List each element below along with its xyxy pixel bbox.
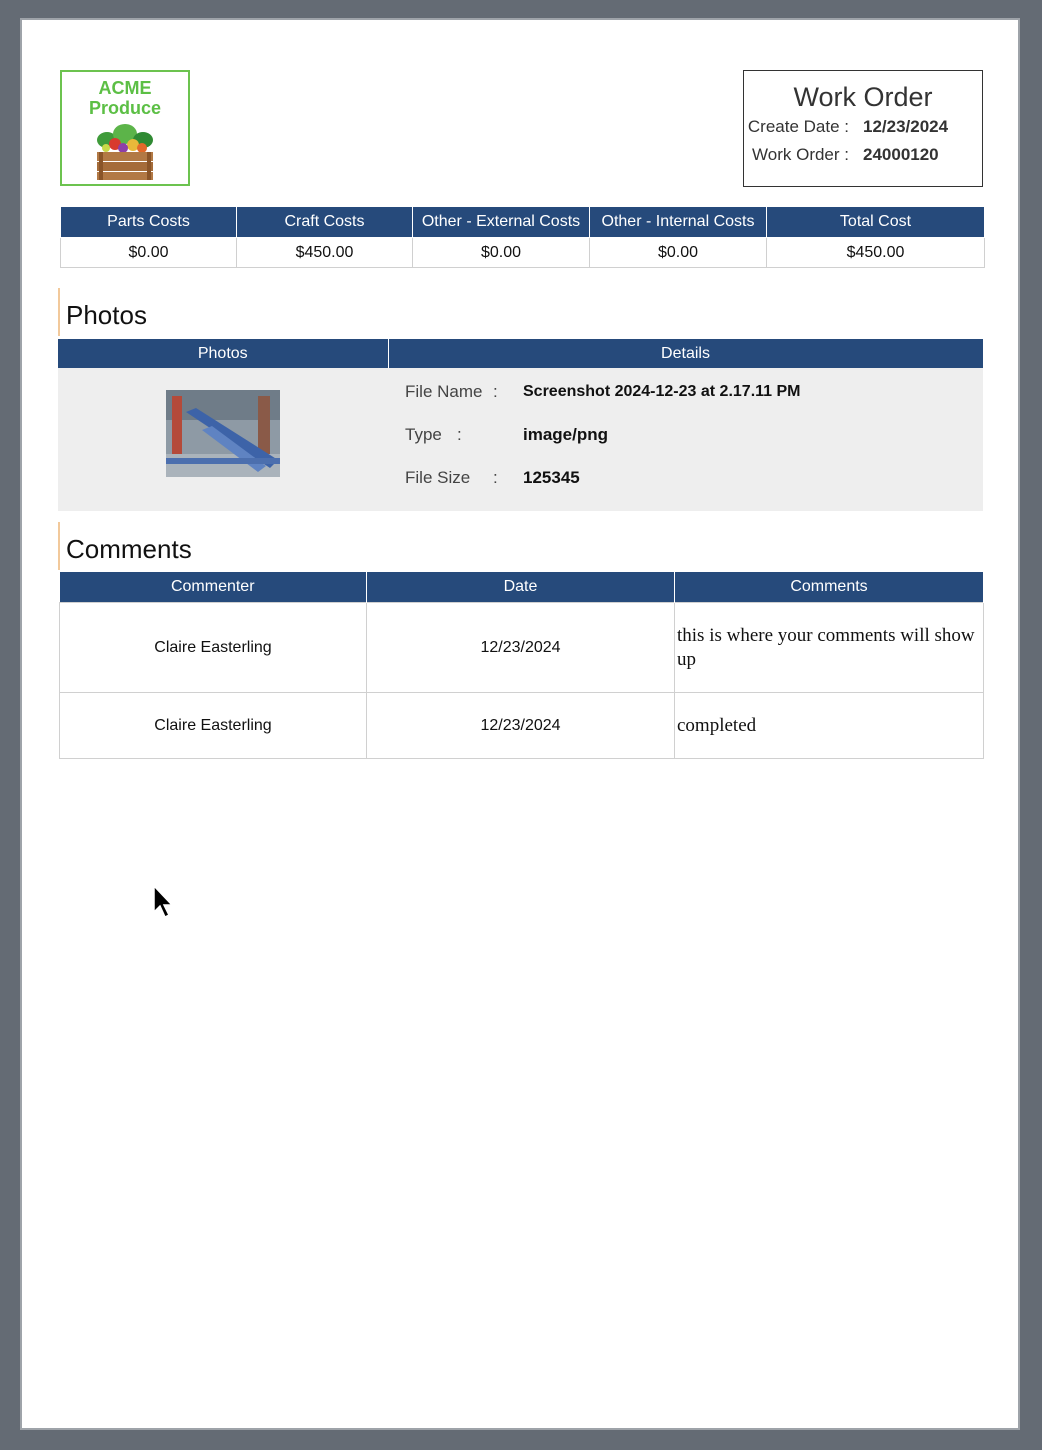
file-size-value: 125345 xyxy=(523,468,580,487)
photos-header-details: Details xyxy=(388,339,983,368)
file-name-value: Screenshot 2024-12-23 at 2.17.11 PM xyxy=(523,383,801,400)
comment-commenter: Claire Easterling xyxy=(60,603,367,693)
total-cost-value: $450.00 xyxy=(767,238,985,268)
report-page xyxy=(20,18,1020,1430)
work-order-info-box xyxy=(743,70,983,187)
file-size-row xyxy=(388,456,983,499)
file-size-separator: : xyxy=(493,468,498,487)
comment-text: this is where your comments will show up xyxy=(675,603,984,693)
logo-line2: Produce xyxy=(88,98,162,118)
type-separator: : xyxy=(457,425,462,444)
type-row xyxy=(388,413,983,456)
photo-cell xyxy=(58,368,388,511)
external-cost-value: $0.00 xyxy=(413,238,590,268)
work-order-value: 24000120 xyxy=(863,145,939,164)
parts-cost-value: $0.00 xyxy=(61,238,237,268)
costs-header-internal: Other - Internal Costs xyxy=(590,207,767,238)
costs-header-parts: Parts Costs xyxy=(61,207,237,238)
comment-commenter: Claire Easterling xyxy=(60,693,367,759)
acme-produce-logo xyxy=(60,70,190,186)
file-name-separator: : xyxy=(493,382,498,401)
costs-header-craft: Craft Costs xyxy=(237,207,413,238)
create-date-label: Create Date : xyxy=(747,117,849,136)
comments-section-title: Comments xyxy=(58,522,192,570)
comments-header-commenter: Commenter xyxy=(60,572,367,603)
costs-header-row xyxy=(61,207,985,238)
photo-row xyxy=(58,368,983,511)
create-date-value: 12/23/2024 xyxy=(863,117,949,136)
costs-header-total: Total Cost xyxy=(767,207,985,238)
costs-header-external: Other - External Costs xyxy=(413,207,590,238)
work-order-title: Work Order xyxy=(793,82,933,112)
file-name-row xyxy=(388,370,983,413)
file-name-label: File Name xyxy=(405,382,483,401)
mouse-pointer-icon xyxy=(152,884,176,920)
comment-text: completed xyxy=(675,693,984,759)
produce-crate-icon xyxy=(85,118,165,184)
comment-row xyxy=(60,603,984,693)
photo-thumbnail[interactable] xyxy=(166,390,280,477)
photos-header-row xyxy=(58,339,983,368)
costs-table xyxy=(60,206,985,268)
type-value: image/png xyxy=(523,425,609,444)
create-date-row xyxy=(744,113,982,141)
photos-header-photos: Photos xyxy=(58,339,388,368)
comment-date: 12/23/2024 xyxy=(367,603,675,693)
file-size-label: File Size xyxy=(405,468,471,487)
photos-section-title: Photos xyxy=(58,288,147,336)
costs-value-row xyxy=(61,238,985,268)
work-order-label: Work Order : xyxy=(752,145,849,164)
internal-cost-value: $0.00 xyxy=(590,238,767,268)
photos-table xyxy=(58,339,984,511)
comment-date: 12/23/2024 xyxy=(367,693,675,759)
comments-header-row xyxy=(60,572,984,603)
details-cell xyxy=(388,368,983,511)
comments-header-date: Date xyxy=(367,572,675,603)
work-order-row xyxy=(744,141,982,169)
comments-table xyxy=(59,572,984,759)
comments-header-comments: Comments xyxy=(675,572,984,603)
craft-cost-value: $450.00 xyxy=(237,238,413,268)
logo-line1: ACME xyxy=(98,78,152,98)
type-label: Type xyxy=(405,425,442,444)
comment-row xyxy=(60,693,984,759)
